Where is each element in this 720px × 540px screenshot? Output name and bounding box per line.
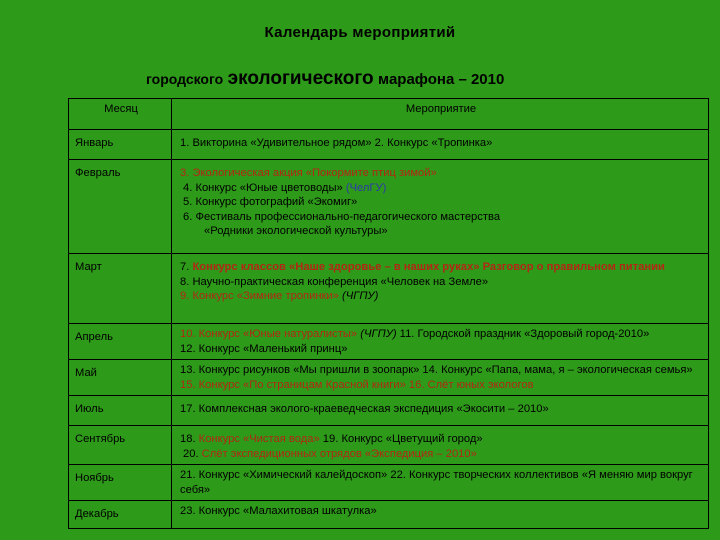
table-row xyxy=(69,396,709,426)
event-line: 12. Конкурс «Маленький принц» xyxy=(180,342,348,355)
events-table xyxy=(68,98,709,529)
org-note: (ЧГПУ) xyxy=(341,290,379,302)
month-cell: Март xyxy=(69,254,172,324)
events-cell xyxy=(172,426,709,465)
events-cell xyxy=(172,501,709,529)
table-row xyxy=(69,501,709,529)
events-cell xyxy=(172,396,709,426)
month-cell: Февраль xyxy=(69,160,172,254)
event-line: 9. Конкурс «Зимние тропинки» (ЧГПУ) xyxy=(180,290,379,302)
event-line: 6. Фестиваль профессионально-педагогического мастерства xyxy=(183,210,501,223)
page-subtitle xyxy=(146,68,504,90)
events-cell xyxy=(172,254,709,324)
event-line: 7. Конкурс классов «Наше здоровье – в наших руках» Разговор о правильном питании xyxy=(180,261,665,273)
event-line: «Родники экологической культуры» xyxy=(204,225,388,237)
event-highlight: Конкурс классов «Наше здоровье – в наших руках» Разговор о правильном питании xyxy=(192,261,665,273)
event-line: 1. Викторина «Удивительное рядом» 2. Конкурс «Тропинка» xyxy=(180,137,493,149)
event-line: 5. Конкурс фотографий «Экомиг» xyxy=(183,196,358,208)
month-cell: Июль xyxy=(69,396,172,426)
table-row xyxy=(69,426,709,465)
month-cell: Апрель xyxy=(69,324,172,360)
table-row xyxy=(69,465,709,501)
subtitle-part3: марафона – 2010 xyxy=(378,71,505,88)
event-line: 20. Слёт экспедиционных отрядов «Экспедиция – 2010» xyxy=(183,447,477,460)
events-cell xyxy=(172,130,709,160)
table-row xyxy=(69,130,709,160)
events-cell xyxy=(172,324,709,360)
org-note: (ЧГПУ) xyxy=(360,328,397,340)
event-line: 17. Комплексная эколого-краеведческая экспедиция «Экосити – 2010» xyxy=(180,403,549,415)
header-event: Мероприятие xyxy=(172,99,709,130)
table-row xyxy=(69,160,709,254)
table-header-row xyxy=(69,99,709,130)
subtitle-part1: городского xyxy=(146,71,224,87)
event-line: 10. Конкурс «Юные натуралисты» (ЧГПУ) 11. Городской праздник «Здоровый город-2010» xyxy=(180,328,650,340)
month-cell: Ноябрь xyxy=(69,465,172,501)
events-cell xyxy=(172,360,709,396)
month-cell: Декабрь xyxy=(69,501,172,529)
event-line: 13. Конкурс рисунков «Мы пришли в зоопарк» 14. Конкурс «Папа, мама, я – экологическая семья» 15. Конкурс «По страницам Красной книги» 16. Слёт юных экологов xyxy=(180,364,693,391)
month-cell: Май xyxy=(69,360,172,396)
event-line: 4. Конкурс «Юные цветоводы» (ЧелГУ) xyxy=(183,181,387,194)
events-cell xyxy=(172,465,709,501)
table-row xyxy=(69,254,709,324)
page-title: Календарь мероприятий xyxy=(264,24,456,41)
subtitle-part2: экологического xyxy=(227,68,374,89)
org-note: (ЧелГУ) xyxy=(345,181,387,194)
table-row xyxy=(69,324,709,360)
month-cell: Январь xyxy=(69,130,172,160)
table-row xyxy=(69,360,709,396)
event-line: 18. Конкурс «Чистая вода» 19. Конкурс «Цветущий город» xyxy=(180,433,483,445)
month-cell: Сентябрь xyxy=(69,426,172,465)
event-line: 8. Научно-практическая конференция «Человек на Земле» xyxy=(180,275,489,288)
event-line: 23. Конкурс «Малахитовая шкатулка» xyxy=(180,505,377,517)
events-cell xyxy=(172,160,709,254)
event-line: 21. Конкурс «Химический калейдоскоп» 22. Конкурс творческих коллективов «Я меняю мир вокруг себя» xyxy=(180,469,693,496)
event-line: 3. Экологическая акция «Покормите птиц зимой» xyxy=(180,167,437,179)
header-month: Месяц xyxy=(69,99,172,130)
